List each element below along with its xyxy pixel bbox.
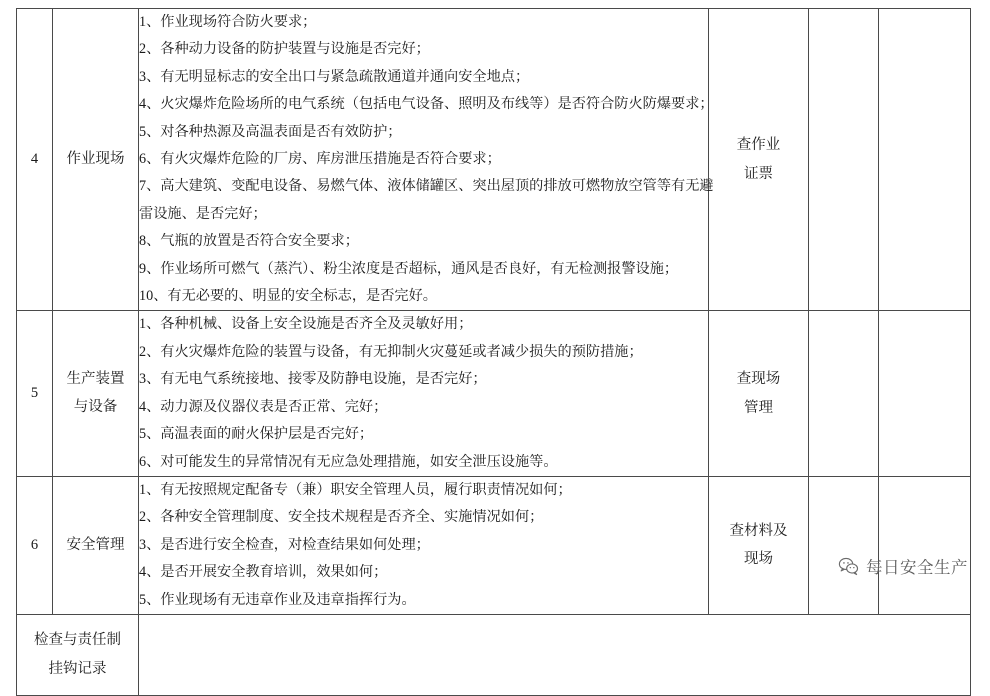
content-line: 4、是否开展安全教育培训，效果如何；	[139, 564, 388, 581]
content-line: 9、作业场所可燃气（蒸汽）、粉尘浓度是否超标，通风是否良好，有无检测报警设施；	[139, 260, 679, 277]
row-number: 4	[17, 9, 53, 311]
content-line: 6、有火灾爆炸危险的厂房、库房泄压措施是否符合要求；	[139, 151, 501, 168]
row-blank-result[interactable]	[809, 311, 879, 476]
content-line: 2、各种安全管理制度、安全技术规程是否齐全、实施情况如何；	[139, 509, 544, 526]
row-item	[53, 9, 139, 311]
safety-checklist-table	[16, 8, 971, 696]
row-blank-remark[interactable]	[879, 476, 971, 614]
footer-label-line: 挂钩记录	[48, 660, 107, 677]
wechat-icon	[838, 556, 859, 577]
row-method	[709, 9, 809, 311]
content-line: 5、作业现场有无违章作业及违章指挥行为。	[139, 591, 416, 608]
footer-label-line: 检查与责任制	[34, 631, 121, 648]
row-number: 5	[17, 311, 53, 476]
footer-label	[17, 614, 139, 695]
row-item-line: 安全管理	[66, 536, 125, 553]
content-line: 3、有无明显标志的安全出口与紧急疏散通道并通向安全地点；	[139, 68, 530, 85]
table-row	[17, 9, 971, 311]
content-line: 10、有无必要的、明显的安全标志，是否完好。	[139, 288, 437, 305]
method-line: 查作业	[736, 137, 781, 154]
content-line: 2、各种动力设备的防护装置与设施是否完好；	[139, 41, 430, 58]
row-blank-result[interactable]	[809, 9, 879, 311]
wechat-account-name: 每日安全生产	[866, 558, 968, 577]
content-line: 8、气瓶的放置是否符合安全要求；	[139, 233, 359, 250]
row-number: 6	[17, 476, 53, 614]
row-content	[139, 311, 709, 476]
content-line: 5、高温表面的耐火保护层是否完好；	[139, 426, 374, 443]
row-item-line: 生产装置	[66, 371, 125, 388]
method-line: 查材料及	[729, 523, 788, 540]
content-line: 6、对可能发生的异常情况有无应急处理措施，如安全泄压设施等。	[139, 453, 558, 470]
table-row	[17, 311, 971, 476]
content-line: 3、是否进行安全检查，对检查结果如何处理；	[139, 536, 430, 553]
method-line: 查现场	[736, 371, 781, 388]
footer-value-field[interactable]	[139, 614, 971, 695]
content-line: 雷设施、是否完好；	[139, 205, 267, 222]
row-item	[53, 476, 139, 614]
row-item-line: 与设备	[73, 398, 118, 415]
content-line: 1、有无按照规定配备专（兼）职安全管理人员，履行职责情况如何；	[139, 481, 572, 498]
row-blank-remark[interactable]	[879, 9, 971, 311]
content-line: 1、各种机械、设备上安全设施是否齐全及灵敏好用；	[139, 316, 473, 333]
method-line: 现场	[744, 551, 773, 568]
row-content	[139, 476, 709, 614]
method-line: 管理	[744, 399, 773, 416]
row-method	[709, 476, 809, 614]
content-line: 4、动力源及仪器仪表是否正常、完好；	[139, 398, 388, 415]
document-page	[0, 8, 990, 677]
row-blank-result[interactable]	[809, 476, 879, 614]
wechat-account-watermark	[838, 554, 968, 578]
row-content	[139, 9, 714, 311]
content-line: 2、有火灾爆炸危险的装置与设备，有无抑制火灾蔓延或者减少损失的预防措施；	[139, 343, 643, 360]
content-line: 4、火灾爆炸危险场所的电气系统（包括电气设备、照明及布线等）是否符合防火防爆要求；	[139, 96, 714, 113]
row-item-line: 作业现场	[66, 150, 125, 167]
table-row	[17, 476, 971, 614]
row-blank-remark[interactable]	[879, 311, 971, 476]
row-item	[53, 311, 139, 476]
row-method	[709, 311, 809, 476]
content-line: 3、有无电气系统接地、接零及防静电设施，是否完好；	[139, 371, 487, 388]
content-line: 1、作业现场符合防火要求；	[139, 14, 317, 30]
footer-row	[17, 614, 971, 695]
method-line: 证票	[744, 165, 773, 182]
content-line: 7、高大建筑、变配电设备、易燃气体、液体储罐区、突出屋顶的排放可燃物放空管等有无避	[139, 178, 714, 195]
content-line: 5、对各种热源及高温表面是否有效防护；	[139, 123, 402, 140]
